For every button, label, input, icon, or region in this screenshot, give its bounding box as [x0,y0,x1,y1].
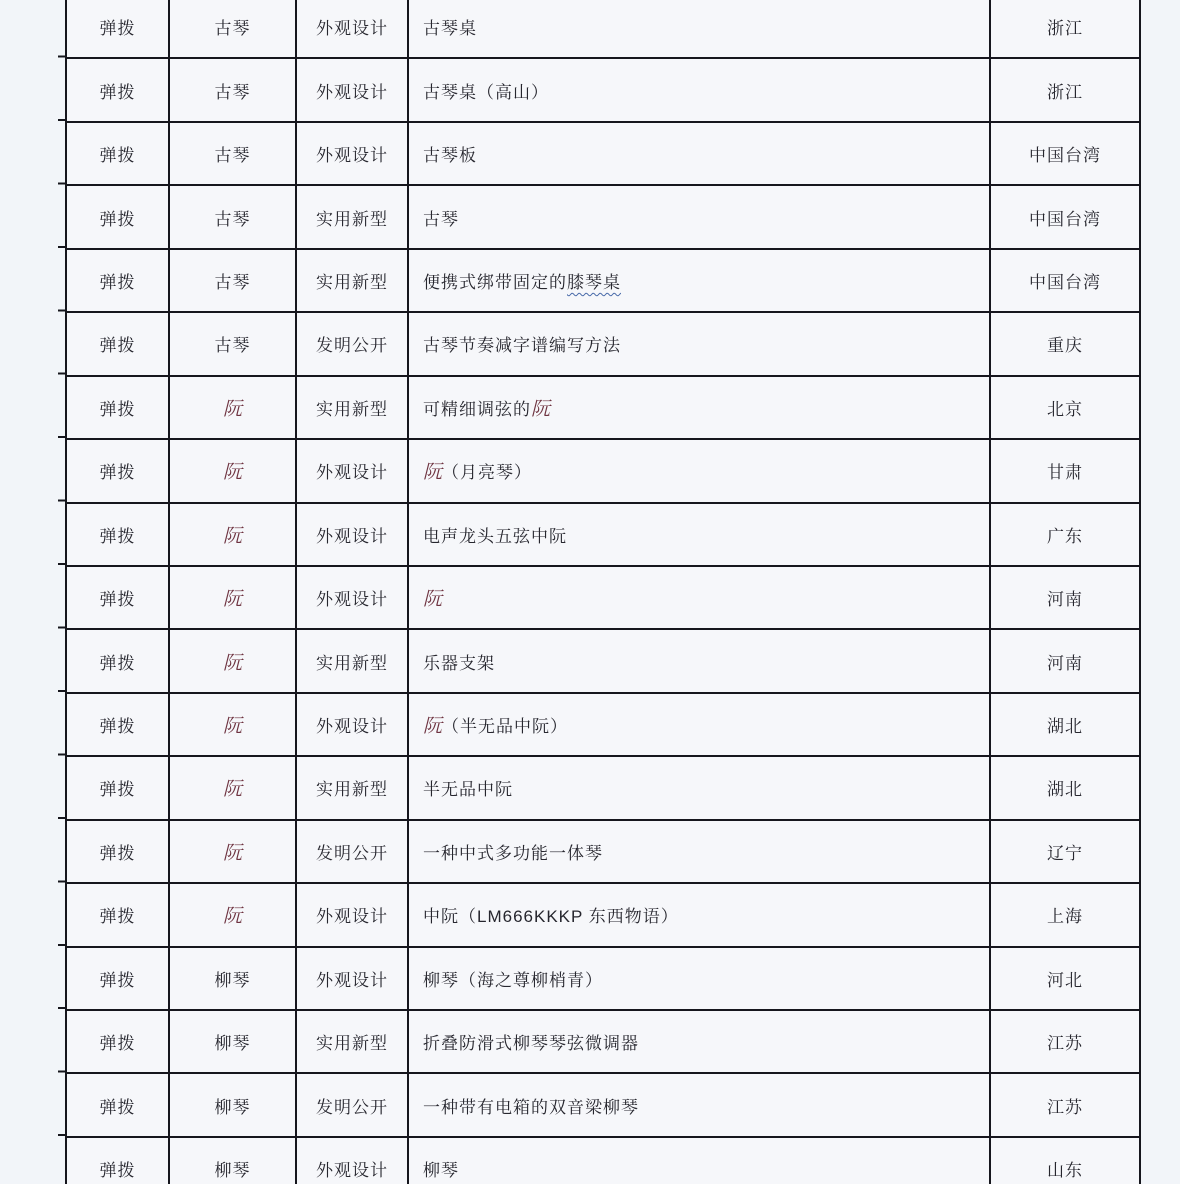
cell-patent-type: 实用新型 [296,1010,408,1073]
instrument-name: 阮 [222,715,242,738]
cell-title [408,122,990,185]
cell-patent-type: 外观设计 [296,693,408,756]
cell-instrument [169,629,296,692]
cell-title [408,566,990,629]
cell-patent-type: 外观设计 [296,566,408,629]
cell-patent-type: 外观设计 [296,947,408,1010]
cell-province: 甘肃 [990,439,1140,502]
table-row [66,629,1140,692]
cell-title [408,1010,990,1073]
cell-province: 河南 [990,629,1140,692]
title-segment: （月亮琴） [442,463,533,483]
cell-instrument [169,883,296,946]
title-segment: 古琴桌（高山） [423,82,549,102]
cell-instrument [169,1073,296,1136]
instrument-name: 阮 [222,461,242,484]
title-segment: 中阮（LM666KKKP 东西物语） [423,907,679,927]
cell-instrument [169,693,296,756]
patent-table [65,0,1141,1184]
cell-category: 弹拨 [66,820,169,883]
cell-category: 弹拨 [66,1137,169,1184]
cell-instrument [169,756,296,819]
cell-title [408,312,990,375]
cell-province: 浙江 [990,0,1140,58]
instrument-name: 柳琴 [214,1161,251,1181]
cell-instrument [169,0,296,58]
cell-province: 中国台湾 [990,185,1140,248]
table-row [66,883,1140,946]
table-row [66,820,1140,883]
table-row [66,947,1140,1010]
table-row [66,1137,1140,1184]
cell-province: 河北 [990,947,1140,1010]
cell-category: 弹拨 [66,122,169,185]
cell-patent-type: 外观设计 [296,1137,408,1184]
cell-province: 浙江 [990,58,1140,121]
cell-province: 广东 [990,503,1140,566]
cell-category: 弹拨 [66,1073,169,1136]
cell-province: 重庆 [990,312,1140,375]
cell-title [408,629,990,692]
cell-patent-type: 发明公开 [296,820,408,883]
title-segment: 可精细调弦的 [423,399,531,419]
table-row [66,693,1140,756]
instrument-name: 古琴 [214,146,251,166]
cell-province: 湖北 [990,756,1140,819]
title-segment: 阮 [423,588,443,611]
cell-patent-type: 外观设计 [296,122,408,185]
cell-patent-type: 外观设计 [296,883,408,946]
cell-instrument [169,947,296,1010]
title-segment: 膝琴桌 [567,272,621,292]
cell-instrument [169,312,296,375]
title-segment: 柳琴（海之尊柳梢青） [423,970,603,990]
cell-patent-type: 外观设计 [296,58,408,121]
title-segment: 阮 [531,397,551,420]
cell-province: 辽宁 [990,820,1140,883]
title-segment: 柳琴 [423,1161,459,1181]
cell-title [408,756,990,819]
instrument-name: 阮 [222,524,242,547]
instrument-name: 古琴 [214,336,251,356]
title-segment: 阮 [423,715,443,738]
instrument-name: 阮 [222,905,242,928]
cell-instrument [169,376,296,439]
cell-instrument [169,1137,296,1184]
cell-category: 弹拨 [66,376,169,439]
cell-title [408,693,990,756]
cell-title [408,1137,990,1184]
cell-instrument [169,503,296,566]
table-row [66,566,1140,629]
cell-title [408,439,990,502]
cell-province: 江苏 [990,1073,1140,1136]
instrument-name: 阮 [222,841,242,864]
title-segment: 便携式绑带固定的 [423,272,567,292]
cell-title [408,0,990,58]
cell-category: 弹拨 [66,693,169,756]
cell-province: 山东 [990,1137,1140,1184]
cell-title [408,503,990,566]
instrument-name: 柳琴 [214,1034,251,1054]
cell-instrument [169,58,296,121]
instrument-name: 阮 [222,588,242,611]
cell-patent-type: 发明公开 [296,312,408,375]
cell-instrument [169,820,296,883]
cell-title [408,58,990,121]
table-row [66,0,1140,58]
cell-category: 弹拨 [66,439,169,502]
title-segment: （半无品中阮） [442,717,569,737]
table-row [66,1010,1140,1073]
cell-category: 弹拨 [66,249,169,312]
cell-category: 弹拨 [66,0,169,58]
instrument-name: 阮 [222,651,242,674]
instrument-name: 古琴 [214,272,251,292]
instrument-name: 古琴 [214,209,251,229]
table-row [66,376,1140,439]
cell-instrument [169,1010,296,1073]
cell-title [408,249,990,312]
cell-province: 中国台湾 [990,249,1140,312]
title-segment: 电声龙头五弦中阮 [423,526,567,546]
title-segment: 乐器支架 [423,653,495,673]
table-row [66,439,1140,502]
cell-category: 弹拨 [66,312,169,375]
cell-province: 中国台湾 [990,122,1140,185]
title-segment: 阮 [423,461,443,484]
table-row [66,185,1140,248]
cell-title [408,947,990,1010]
cell-category: 弹拨 [66,566,169,629]
cell-province: 河南 [990,566,1140,629]
cell-category: 弹拨 [66,1010,169,1073]
cell-category: 弹拨 [66,58,169,121]
table-row [66,249,1140,312]
cell-province: 江苏 [990,1010,1140,1073]
cell-province: 湖北 [990,693,1140,756]
cell-patent-type: 实用新型 [296,756,408,819]
title-segment: 古琴 [423,209,459,229]
cell-title [408,376,990,439]
cell-instrument [169,566,296,629]
table-row [66,756,1140,819]
instrument-name: 古琴 [214,19,251,39]
cell-patent-type: 外观设计 [296,503,408,566]
instrument-name: 古琴 [214,82,251,102]
cell-title [408,185,990,248]
title-segment: 半无品中阮 [423,780,513,800]
title-segment: 折叠防滑式柳琴琴弦微调器 [423,1034,639,1054]
title-segment: 古琴桌 [423,19,477,39]
table-row [66,312,1140,375]
title-segment: 一种中式多功能一体琴 [423,843,603,863]
cell-province: 上海 [990,883,1140,946]
title-segment: 古琴板 [423,146,477,166]
cell-instrument [169,122,296,185]
instrument-name: 柳琴 [214,1097,251,1117]
title-segment: 古琴节奏减字谱编写方法 [423,336,621,356]
instrument-name: 阮 [222,778,242,801]
instrument-name: 柳琴 [214,970,251,990]
table-row [66,503,1140,566]
cell-category: 弹拨 [66,629,169,692]
cell-patent-type: 实用新型 [296,185,408,248]
patent-table-body [66,0,1140,1184]
title-segment: 一种带有电箱的双音梁柳琴 [423,1097,639,1117]
cell-patent-type: 实用新型 [296,249,408,312]
table-row [66,1073,1140,1136]
cell-instrument [169,185,296,248]
cell-patent-type: 发明公开 [296,1073,408,1136]
cell-category: 弹拨 [66,503,169,566]
cell-patent-type: 外观设计 [296,439,408,502]
table-row [66,122,1140,185]
cell-title [408,1073,990,1136]
cell-category: 弹拨 [66,883,169,946]
cell-category: 弹拨 [66,947,169,1010]
cell-province: 北京 [990,376,1140,439]
cell-instrument [169,439,296,502]
cell-category: 弹拨 [66,185,169,248]
cell-title [408,820,990,883]
cell-category: 弹拨 [66,756,169,819]
instrument-name: 阮 [222,397,242,420]
cell-patent-type: 外观设计 [296,0,408,58]
cell-title [408,883,990,946]
cell-patent-type: 实用新型 [296,376,408,439]
cell-patent-type: 实用新型 [296,629,408,692]
table-row [66,58,1140,121]
cell-instrument [169,249,296,312]
